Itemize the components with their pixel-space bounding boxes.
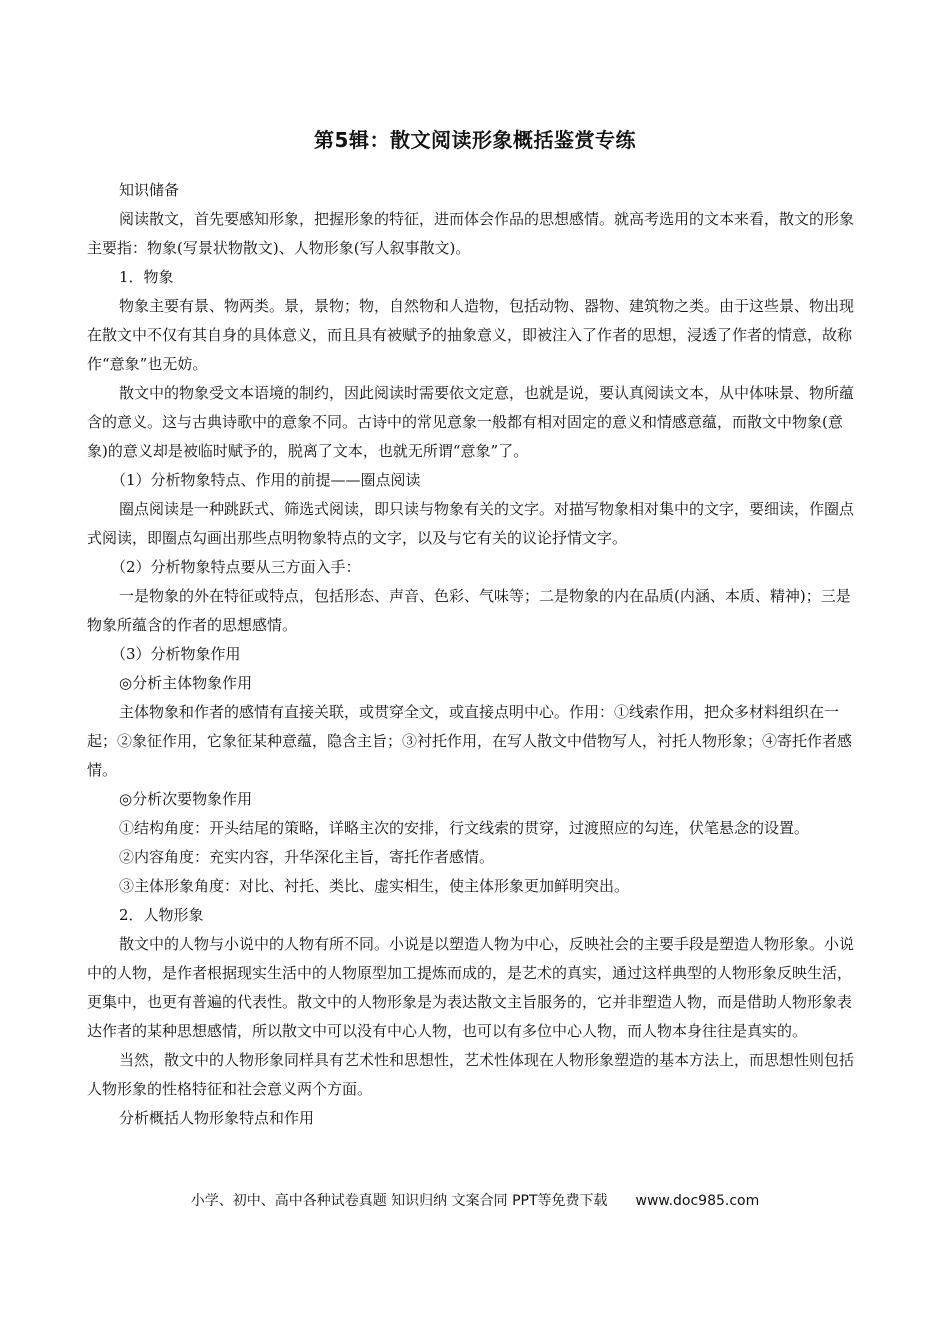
- paragraph: 圈点阅读是一种跳跃式、筛选式阅读，即只读与物象有关的文字。对描写物象相对集中的文字，要细读，作圈点式阅读，即圈点勾画出那些点明物象特点的文字，以及与它有关的议论抒情文字。: [87, 500, 855, 547]
- subsection-heading: （2）分析物象特点要从三方面入手：: [111, 558, 361, 576]
- paragraph: ①结构角度：开头结尾的策略，详略主次的安排，行文线索的贯穿，过渡照应的勾连，伏笔悬念的设置。: [119, 819, 810, 837]
- paragraph: ③主体形象角度：对比、衬托、类比、虚实相生，使主体形象更加鲜明突出。: [119, 877, 630, 895]
- paragraph: 物象主要有景、物两类。景，景物；物，自然物和人造物，包括动物、器物、建筑物之类。由于这些景、物出现在散文中不仅有其自身的具体意义，而且具有被赋予的抽象意义，即被注入了作者的思想，浸透了作者的情意，故称作“意象”也无妨。: [87, 297, 855, 373]
- section-heading: 知识储备: [119, 181, 180, 199]
- paragraph: 散文中的人物与小说中的人物有所不同。小说是以塑造人物为中心，反映社会的主要手段是塑造人物形象。小说中的人物，是作者根据现实生活中的人物原型加工提炼而成的，是艺术的真实，通过这样典型的人物形象反映生活，更集中，也更有普遍的代表性。散文中的人物形象是为表达散文主旨服务的，它并非塑造人物，而是借助人物形象表达作者的某种思想感情，所以散文中可以没有中心人物，也可以有多位中心人物，而人物本身往往是真实的。: [87, 935, 855, 1040]
- page-title: 第5辑：散文阅读形象概括鉴赏专练: [314, 128, 636, 152]
- subsection-heading: （1）分析物象特点、作用的前提——圈点阅读: [111, 471, 421, 489]
- paragraph: 当然，散文中的人物形象同样具有艺术性和思想性，艺术性体现在人物形象塑造的基本方法上，而思想性则包括人物形象的性格特征和社会意义两个方面。: [87, 1051, 855, 1098]
- bullet-heading: ◎分析主体物象作用: [119, 674, 253, 692]
- section-heading: 2．人物形象: [119, 906, 204, 924]
- paragraph: 散文中的物象受文本语境的制约，因此阅读时需要依文定意，也就是说，要认真阅读文本，从中体味景、物所蕴含的意义。这与古典诗歌中的意象不同。古诗中的常见意象一般都有相对固定的意义和情感意蕴，而散文中物象(意象)的意义却是被临时赋予的，脱离了文本，也就无所谓“意象”了。: [87, 384, 855, 460]
- paragraph: 阅读散文，首先要感知形象，把握形象的特征，进而体会作品的思想感情。就高考选用的文本来看，散文的形象主要指：物象(写景状物散文)、人物形象(写人叙事散文)。: [87, 210, 855, 257]
- page-footer: [0, 1190, 950, 1210]
- document-body: [87, 176, 863, 1133]
- section-heading: 1．物象: [119, 268, 174, 286]
- footer-text: 小学、初中、高中各种试卷真题 知识归纳 文案合同 PPT等免费下载: [190, 1193, 608, 1209]
- footer-link[interactable]: www.doc985.com: [635, 1193, 760, 1209]
- bullet-heading: ◎分析次要物象作用: [119, 790, 253, 808]
- paragraph: 一是物象的外在特征或特点，包括形态、声音、色彩、气味等；二是物象的内在品质(内涵、本质、精神)；三是物象所蕴含的作者的思想感情。: [87, 587, 851, 634]
- subsection-heading: （3）分析物象作用: [111, 645, 241, 663]
- paragraph: ②内容角度：充实内容，升华深化主旨，寄托作者感情。: [119, 848, 495, 866]
- paragraph: 主体物象和作者的感情有直接关联，或贯穿全文，或直接点明中心。作用：①线索作用，把众多材料组织在一起；②象征作用，它象征某种意蕴，隐含主旨；③衬托作用，在写人散文中借物写人，衬托人物形象；④寄托作者感情。: [87, 703, 853, 779]
- section-heading: 分析概括人物形象特点和作用: [119, 1109, 315, 1127]
